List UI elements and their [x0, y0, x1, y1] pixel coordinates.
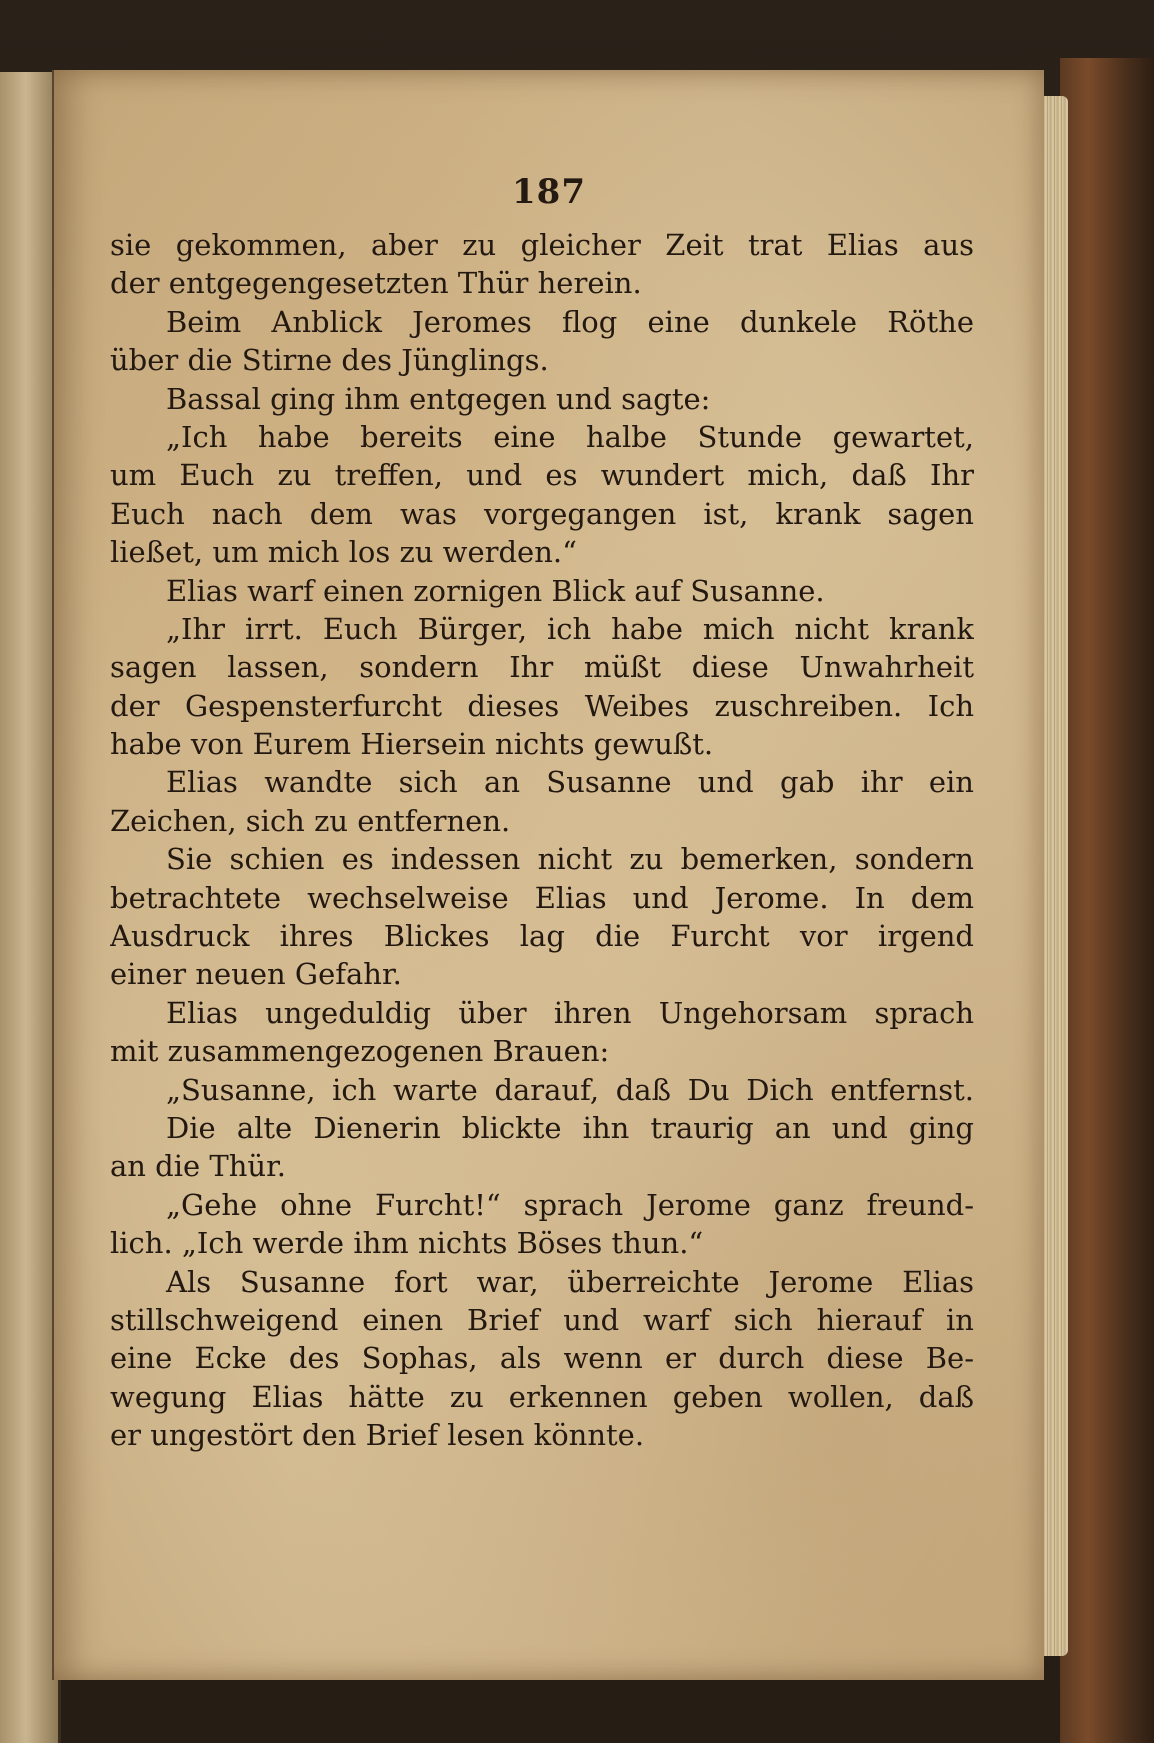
text-line: „Ich habe bereits eine halbe Stunde gewartet, — [166, 419, 974, 454]
text-line: wegung Elias hätte zu erkennen geben wollen, daß — [110, 1379, 974, 1414]
text-line: der Gespensterfurcht dieses Weibes zuschreiben. Ich — [110, 688, 974, 723]
text-line: eine Ecke des Sophas, als wenn er durch diese Be- — [110, 1341, 974, 1376]
text-line: Sie schien es indessen nicht zu bemerken, sondern — [166, 842, 974, 877]
text-line: sagen lassen, sondern Ihr müßt diese Unwahrheit — [110, 650, 974, 685]
text-line: Bassal ging ihm entgegen und sagte: — [166, 381, 711, 416]
text-line: Zeichen, sich zu entfernen. — [110, 803, 511, 838]
text-line: Euch nach dem was vorgegangen ist, krank sagen — [110, 496, 974, 531]
text-line: betrachtete wechselweise Elias und Jerome. In dem — [110, 880, 974, 915]
text-line: sie gekommen, aber zu gleicher Zeit trat Elias aus — [110, 228, 974, 262]
page-number: 187 — [512, 172, 586, 212]
text-line: an die Thür. — [110, 1149, 286, 1184]
text-line: der entgegengesetzten Thür herein. — [110, 266, 642, 301]
text-line: über die Stirne des Jünglings. — [110, 343, 549, 378]
text-line: habe von Eurem Hiersein nichts gewußt. — [110, 727, 714, 762]
text-line: um Euch zu treffen, und es wundert mich, daß Ihr — [110, 458, 974, 493]
text-line: mit zusammengezogenen Brauen: — [110, 1034, 610, 1069]
text-line: „Susanne, ich warte darauf, daß Du Dich entfernst. — [166, 1072, 974, 1107]
text-line: „Gehe ohne Furcht!“ sprach Jerome ganz freund- — [166, 1187, 974, 1222]
book-page — [52, 70, 1044, 1680]
text-line: Elias ungeduldig über ihren Ungehorsam sprach — [166, 995, 974, 1030]
text-line: Beim Anblick Jeromes flog eine dunkele Röthe — [166, 304, 974, 339]
text-line: „Ihr irrt. Euch Bürger, ich habe mich nicht krank — [166, 611, 974, 646]
text-line: einer neuen Gefahr. — [110, 957, 402, 992]
text-line: Elias warf einen zornigen Blick auf Susanne. — [166, 573, 825, 608]
text-line: Elias wandte sich an Susanne und gab ihr ein — [166, 765, 974, 800]
page-text-block — [110, 226, 974, 1455]
text-line: Ausdruck ihres Blickes lag die Furcht vor irgend — [110, 919, 974, 954]
text-line: lich. „Ich werde ihm nichts Böses thun.“ — [110, 1226, 704, 1261]
text-line: stillschweigend einen Brief und warf sich hierauf in — [110, 1302, 974, 1337]
text-line: er ungestört den Brief lesen könnte. — [110, 1418, 645, 1453]
text-line: ließet, um mich los zu werden.“ — [110, 535, 577, 570]
book-cover-edge — [1060, 58, 1154, 1743]
text-line: Als Susanne fort war, überreichte Jerome Elias — [166, 1264, 974, 1299]
text-line: Die alte Dienerin blickte ihn traurig an und ging — [166, 1110, 974, 1145]
